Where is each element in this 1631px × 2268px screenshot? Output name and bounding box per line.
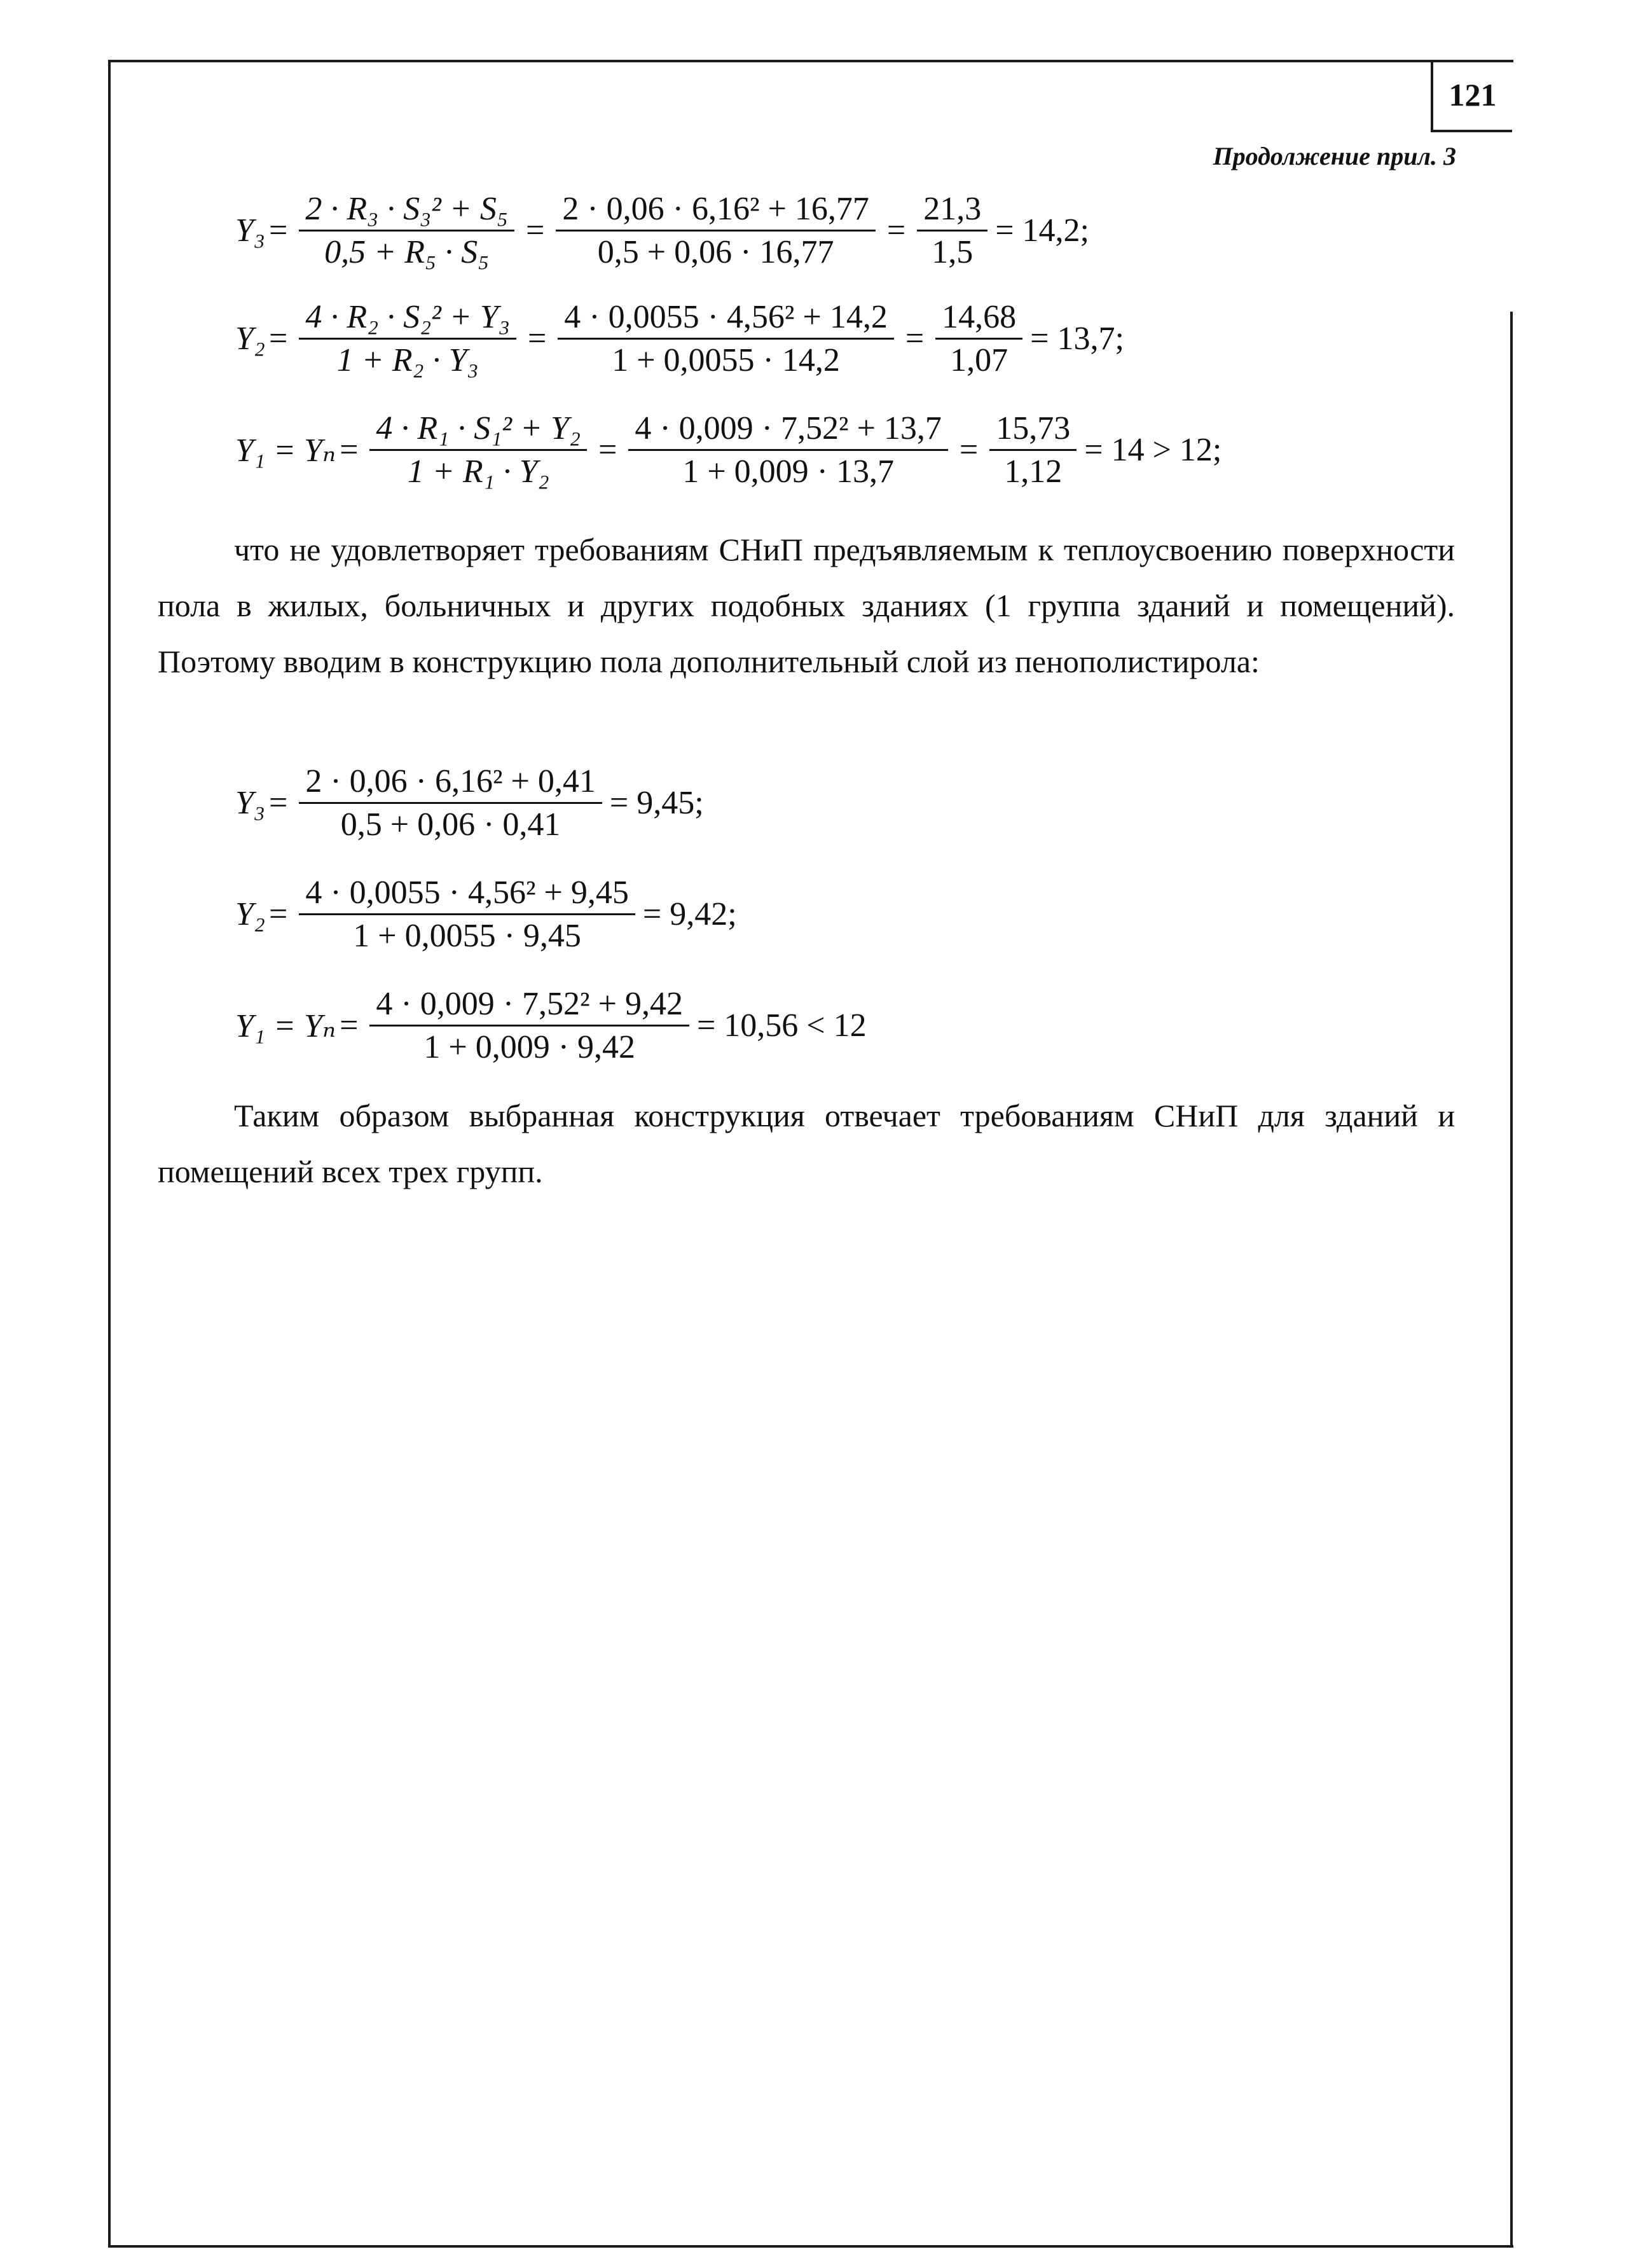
formula-result: = 13,7; [1030, 321, 1124, 357]
formula-result: = 10,56 < 12 [696, 1007, 867, 1044]
formula-lhs: Y₁ = Yₙ [235, 432, 336, 469]
fraction-symbolic: $\frac{\text{4 · R₁ · S₁² + Y₂}}{\text{1 + R₁ · Y₂}}$ [369, 410, 587, 490]
frame-left-line [108, 60, 111, 2248]
formula-y3-second: Y₃ = $\frac{\text{2 · 0,06 · 6,16² + 0,41}}{0,5 + 0,06 \cdot 0,41}$ = 9,45; [235, 763, 704, 843]
fraction-simplified: $\frac{14,68}{1,07}$ [935, 299, 1022, 378]
frame-top-line [108, 60, 1513, 62]
formula-lhs: Y₁ = Yₙ [235, 1007, 336, 1044]
formula-result: = 14 > 12; [1084, 432, 1222, 469]
fraction-numeric: $\frac{\text{4 · 0,009 · 7,52² + 13,7}}{1 + 0,009 \cdot 13,7}$ [628, 410, 948, 490]
formula-y1-second: Y₁ = Yₙ = $\frac{\text{4 · 0,009 · 7,52² + 9,42}}{1 + 0,009 \cdot 9,42}$ = 10,56 < 12 [235, 986, 867, 1066]
paragraph-requirements: что не удовлетворяет требованиям СНиП предъявляемым к теплоусвоению поверхности пола в жилых, больничных и других подобных зданиях (1 группа зданий и помещений). Поэтому вводим в конструкцию пола дополнительный слой из пенополистирола: [158, 532, 1455, 679]
frame-right-line [1510, 312, 1513, 2248]
fraction-symbolic: $\frac{\text{4 · R₂ · S₂² + Y₃}}{\text{1 + R₂ · Y₃}}$ [299, 299, 516, 378]
fraction-symbolic: $\frac{\text{2 · R₃ · S₃² + S₅}}{\text{0,5 + R₅ · S₅}}$ [299, 191, 514, 270]
fraction-numeric: $\frac{\text{4 · 0,0055 · 4,56² + 14,2}}{1 + 0,0055 \cdot 14,2}$ [558, 299, 894, 378]
formula-y2-second: Y₂ = $\frac{\text{4 · 0,0055 · 4,56² + 9,45}}{1 + 0,0055 \cdot 9,45}$ = 9,42; [235, 875, 737, 955]
formula-lhs: Y₂ [235, 896, 265, 933]
formula-lhs: Y₂ [235, 321, 265, 357]
fraction-numeric: $\frac{\text{2 · 0,06 · 6,16² + 16,77}}{0,5 + 0,06 \cdot 16,77}$ [556, 191, 876, 270]
frame-bottom-line [108, 2245, 1513, 2248]
formula-y2-first: Y₂ = $\frac{\text{4 · R₂ · S₂² + Y₃}}{\text{1 + R₂ · Y₃}}$ = $\frac{\text{4 · 0,0055 · 4,56² + 14,2}}{1 + 0,0055 \cdot 14,2}$ = $\frac{14,68}{1,07}$ = 13,7; [235, 299, 1124, 379]
running-header: Продолжение прил. 3 [1213, 142, 1456, 170]
fraction-simplified: $\frac{21,3}{1,5}$ [917, 191, 988, 270]
page-number: 121 [1431, 60, 1512, 132]
formula-result: = 9,45; [609, 785, 704, 822]
formula-y1-first: Y₁ = Yₙ = $\frac{\text{4 · R₁ · S₁² + Y₂}}{\text{1 + R₁ · Y₂}}$ = $\frac{\text{4 · 0,009 · 7,52² + 13,7}}{1 + 0,009 \cdot 13,7}$ = $\frac{15,73}{1,12}$ = 14 > 12; [235, 410, 1222, 490]
fraction-simplified: $\frac{15,73}{1,12}$ [989, 410, 1077, 490]
formula-lhs: Y₃ [235, 785, 265, 822]
formula-lhs: Y₃ [235, 212, 265, 249]
fraction-numeric: $\frac{\text{2 · 0,06 · 6,16² + 0,41}}{0,5 + 0,06 \cdot 0,41}$ [299, 763, 602, 843]
fraction-numeric: $\frac{\text{4 · 0,009 · 7,52² + 9,42}}{1 + 0,009 \cdot 9,42}$ [369, 986, 689, 1065]
formula-result: = 9,42; [642, 896, 737, 933]
fraction-numeric: $\frac{\text{4 · 0,0055 · 4,56² + 9,45}}{1 + 0,0055 \cdot 9,45}$ [299, 875, 635, 954]
formula-result: = 14,2; [995, 212, 1090, 249]
paragraph-conclusion: Таким образом выбранная конструкция отвечает требованиям СНиП для зданий и помещений всех трех групп. [158, 1098, 1455, 1189]
formula-y3-first: Y₃ = $\frac{\text{2 · R₃ · S₃² + S₅}}{\text{0,5 + R₅ · S₅}}$ = $\frac{\text{2 · 0,06 · 6,16² + 16,77}}{0,5 + 0,06 \cdot 16,77}$ = $\frac{21,3}{1,5}$ = 14,2; [235, 191, 1090, 271]
